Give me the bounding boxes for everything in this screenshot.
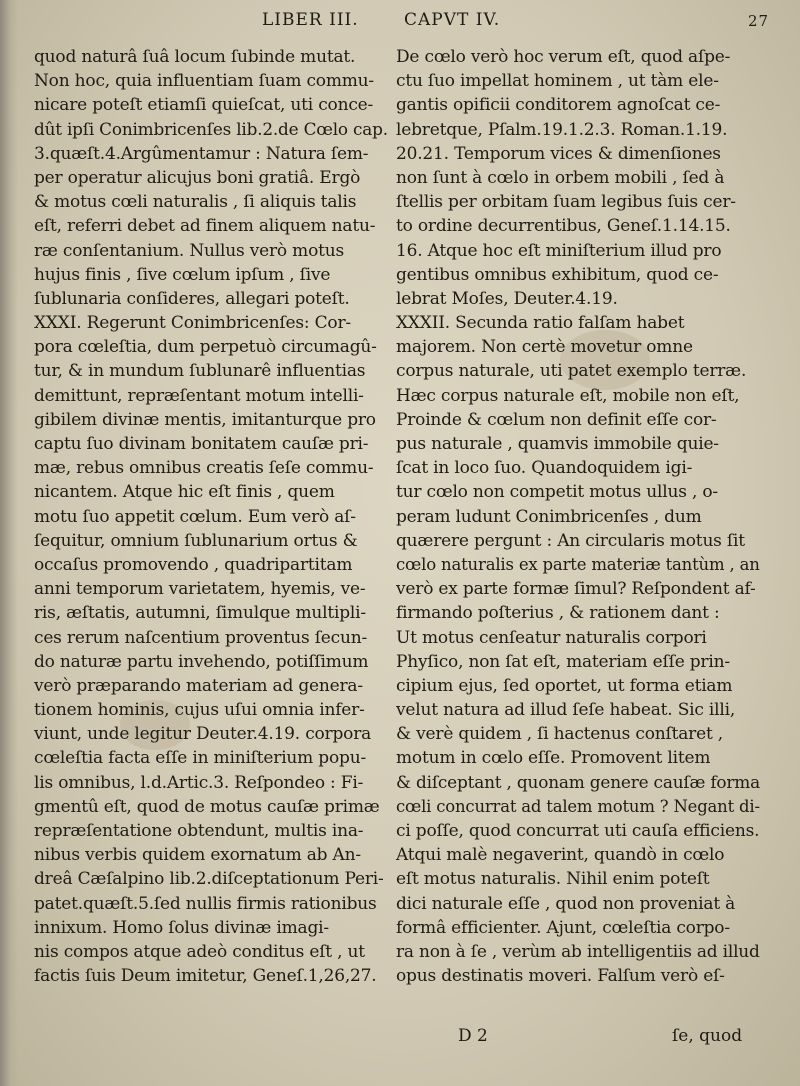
text-line: pora cœleſtia, dum perpetuò circumagû- (34, 337, 377, 358)
text-line: dici naturale eſſe , quod non proveniat à (396, 893, 736, 914)
text-line: captu ſuo divinam bonitatem cauſæ pri- (34, 434, 369, 454)
text-line: gentibus omnibus exhibitum, quod ce- (396, 264, 719, 285)
text-line: & motus cœli naturalis , ſi aliquis talis (34, 192, 357, 213)
text-line: corpus naturale, uti patet exemplo terræ. (396, 361, 747, 382)
text-line: do naturæ partu invehendo, potiſſimum (34, 651, 369, 672)
text-line: eſt motus naturalis. Nihil enim poteſt (396, 869, 710, 890)
text-line: lis omnibus, l.d.Artic.3. Reſpondeo : Fi- (34, 772, 364, 793)
text-line: opus destinatis moveri. Falſum verò eſ- (396, 966, 725, 987)
text-line: quærere pergunt : An circularis motus ſit (396, 530, 745, 551)
text-line: ſublunaria conſideres, allegari poteſt. (34, 288, 350, 309)
text-line: ſcat in loco ſuo. Quandoquidem igi- (396, 458, 693, 479)
text-line: nibus verbis quidem exornatum ab An- (34, 845, 361, 866)
text-line: dût ipſi Conimbricenſes lib.2.de Cœlo cap. (34, 119, 388, 140)
text-line: De cœlo verò hoc verum eſt, quod aſpe- (396, 47, 731, 67)
text-line: & diſceptant , quonam genere cauſæ forma (396, 772, 760, 793)
text-line: motum in cœlo eſſe. Promovent litem (396, 748, 711, 769)
text-line: ces rerum naſcentium proventus ſecun- (34, 627, 368, 648)
text-line: quod naturâ ſuâ locum ſubinde mutat. (34, 47, 356, 67)
signature-mark: D 2 (458, 1026, 488, 1046)
text-line: pus naturale , quamvis immobile quie- (396, 434, 719, 454)
text-line: mæ, rebus omnibus creatis ſeſe commu- (34, 458, 374, 479)
text-line: ra non à ſe , verùm ab intelligentiis ad illud (396, 941, 760, 962)
text-line: formâ efficienter. Ajunt, cœleſtia corpo- (396, 917, 730, 938)
text-line: viunt, unde legitur Deuter.4.19. corpora (34, 724, 372, 745)
text-line: ſtellis per orbitam ſuam legibus ſuis cer- (396, 192, 736, 213)
running-head (0, 10, 800, 40)
catchword: ſe, quod (672, 1026, 743, 1046)
text-line: 20.21. Temporum vices & dimenſiones (396, 143, 721, 164)
text-line: occaſus promovendo , quadripartitam (34, 554, 353, 575)
text-line: per operatur alicujus boni gratiâ. Ergò (34, 167, 361, 188)
text-line: dreâ Cæſalpino lib.2.diſceptationum Peri- (34, 869, 384, 890)
text-line: cœlo naturalis ex parte materiæ tantùm , an (396, 554, 760, 575)
text-line: lebrat Moſes, Deuter.4.19. (396, 288, 618, 309)
text-line: patet.quæſt.5.ſed nullis firmis rationibus (34, 893, 377, 914)
text-line: non ſunt à cœlo in orbem mobili , ſed à (396, 167, 725, 188)
text-line: gantis opificii conditorem agnoſcat ce- (396, 95, 721, 116)
binding-gutter-shadow (0, 0, 18, 1086)
text-line: Phyſico, non ſat eſt, materiam eſſe prin- (396, 651, 730, 672)
text-line: cipium ejus, ſed oportet, ut forma etiam (396, 675, 733, 696)
text-line: verò ex parte formæ ſimul? Reſpondent af- (396, 579, 756, 600)
text-line: eſt, referri debet ad finem aliquem natu- (34, 216, 376, 237)
text-line: nis compos atque adeò conditus eſt , ut (34, 941, 365, 962)
text-line: hujus finis , ſive cœlum ipſum , ſive (34, 264, 331, 285)
text-line: Atqui malè negaverint, quandò in cœlo (396, 845, 725, 866)
text-line: gibilem divinæ mentis, imitanturque pro (34, 409, 376, 430)
text-line: majorem. Non certè movetur omne (396, 337, 693, 358)
page-footer (396, 1026, 760, 1050)
text-line: tur, & in mundum ſublunarê influentias (34, 361, 366, 382)
text-line: velut natura ad illud ſeſe habeat. Sic illi, (396, 700, 736, 721)
text-line: 3.quæſt.4.Argûmentamur : Natura ſem- (34, 143, 369, 164)
text-line: nicantem. Atque hic eſt finis , quem (34, 482, 335, 503)
text-line: 16. Atque hoc eſt miniſterium illud pro (396, 240, 722, 261)
text-line: verò præparando materiam ad genera- (34, 675, 363, 696)
book-number: LIBER III. (262, 10, 359, 30)
text-line: cœli concurrat ad talem motum ? Negant di- (396, 796, 760, 817)
left-text-column (34, 45, 388, 988)
text-line: Proinde & cœlum non definit eſſe cor- (396, 409, 717, 430)
text-line: Non hoc, quia influentiam ſuam commu- (34, 71, 374, 92)
text-line: ris, æſtatis, autumni, ſimulque multipli- (34, 603, 366, 624)
text-line: cœleſtia facta eſſe in miniſterium popu- (34, 748, 367, 769)
text-line: firmando poſterius , & rationem dant : (396, 603, 720, 624)
text-line: XXXI. Regerunt Conimbricenſes: Cor- (34, 313, 351, 334)
text-line: tur cœlo non competit motus ullus , o- (396, 482, 718, 503)
text-line: tionem hominis, cujus uſui omnia infer- (34, 700, 365, 721)
text-line: & verè quidem , ſi hactenus conſtaret , (396, 724, 723, 745)
text-line: ctu ſuo impellat hominem , ut tàm ele- (396, 71, 719, 92)
text-line: lebretque, Pſalm.19.1.2.3. Roman.1.19. (396, 119, 728, 140)
right-text-column (396, 45, 760, 988)
text-line: ræ conſentanium. Nullus verò motus (34, 240, 345, 261)
text-line: anni temporum varietatem, hyemis, ve- (34, 579, 366, 600)
page-number: 27 (748, 12, 770, 30)
text-line: XXXII. Secunda ratio falſam habet (396, 313, 685, 334)
text-line: to ordine decurrentibus, Geneſ.1.14.15. (396, 216, 731, 237)
text-line: peram ludunt Conimbricenſes , dum (396, 506, 702, 527)
text-line: ſequitur, omnium ſublunarium ortus & (34, 530, 358, 551)
text-line: Ut motus cenſeatur naturalis corpori (396, 627, 707, 648)
chapter-number: CAPVT IV. (404, 10, 501, 30)
text-line: repræſentatione obtendunt, multis ina- (34, 821, 364, 841)
text-line: motu ſuo appetit cœlum. Eum verò aſ- (34, 506, 356, 527)
text-line: Hæc corpus naturale eſt, mobile non eſt, (396, 385, 740, 406)
text-line: innixum. Homo ſolus divinæ imagi- (34, 917, 329, 938)
text-line: factis ſuis Deum imitetur, Geneſ.1,26,27. (34, 966, 377, 987)
text-line: demittunt, repræſentant motum intelli- (34, 385, 364, 406)
text-line: nicare poteſt etiamſi quieſcat, uti conce- (34, 95, 374, 116)
text-line: gmentû eſt, quod de motus cauſæ primæ (34, 796, 380, 817)
text-line: ci poſſe, quod concurrat uti cauſa efficiens. (396, 821, 760, 841)
